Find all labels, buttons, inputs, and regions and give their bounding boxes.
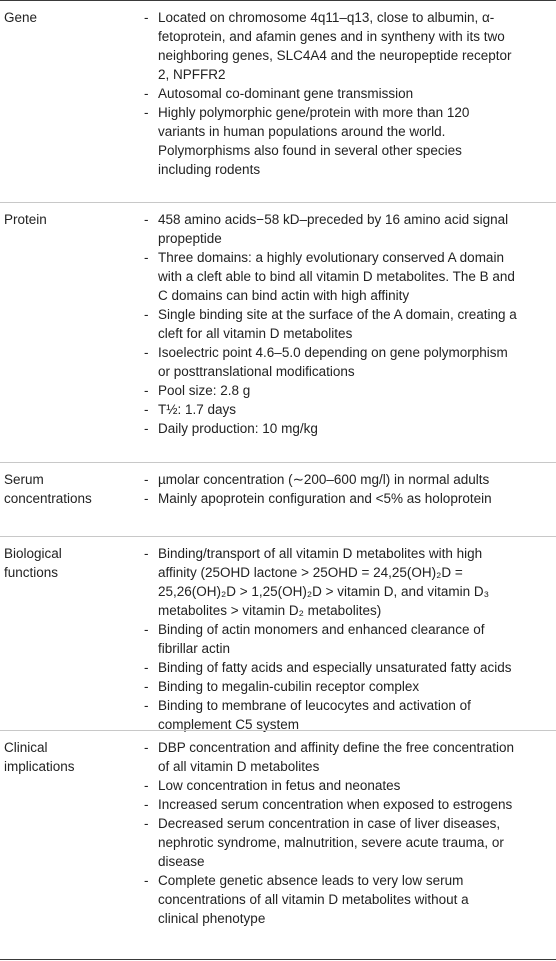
row-category-clinical-implications: Clinical implications [4, 740, 75, 774]
list-item: - Increased serum concentration when exposed to estrogens [144, 797, 513, 812]
list-item: - Complete genetic absence leads to very low serum concentrations of all vitamin D metabolites without a clinical phenotype [144, 873, 469, 926]
row-category-protein: Protein [4, 212, 47, 227]
bullet-dash: - [144, 86, 149, 101]
bullet-dash: - [144, 778, 149, 793]
bullet-dash: - [144, 873, 149, 888]
list-item: - Pool size: 2.8 g [144, 383, 251, 398]
list-item: - Three domains: a highly evolutionary conserved A domain with a cleft able to bind all vitamin D metabolites. The B and C domains can bind actin with high affinity [144, 250, 515, 303]
bullet-dash: - [144, 105, 149, 120]
table-row-protein [0, 202, 556, 462]
list-item: - T½: 1.7 days [144, 402, 237, 417]
list-item: - µmolar concentration (∼200–600 mg/l) in normal adults [144, 472, 490, 487]
row-category-biological-functions: Biological functions [4, 546, 62, 580]
list-item: - Binding/transport of all vitamin D metabolites with high affinity (25OHD lactone > 25OHD = 24,25(OH)₂D = 25,26(OH)₂D > 1,25(OH)₂D > vitamin D, and vitamin D₃ metabolites > vitamin D₂ metabolites) [144, 546, 490, 618]
bullet-dash: - [144, 307, 149, 322]
table-row-clinical-implications [0, 730, 556, 959]
bullet-dash: - [144, 816, 149, 831]
bullet-dash: - [144, 698, 149, 713]
list-item: - Binding of fatty acids and especially unsaturated fatty acids [144, 660, 512, 675]
table-row-biological-functions [0, 536, 556, 730]
table-row-gene [0, 0, 556, 202]
row-items-serum-concentrations [142, 470, 554, 508]
bullet-dash: - [144, 660, 149, 675]
list-item: - Binding to membrane of leucocytes and activation of complement C5 system [144, 698, 471, 732]
bullet-dash: - [144, 402, 149, 417]
list-item: - Highly polymorphic gene/protein with more than 120 variants in human populations around the world. Polymorphisms also found in several other species including rodents [144, 105, 470, 177]
row-items-protein [142, 210, 554, 438]
list-item: - Binding to megalin-cubilin receptor complex [144, 679, 420, 694]
bullet-dash: - [144, 740, 149, 755]
row-items-clinical-implications [142, 738, 554, 928]
bullet-dash: - [144, 250, 149, 265]
bullet-dash: - [144, 546, 149, 561]
table-row-serum-concentrations [0, 462, 556, 536]
row-items-biological-functions [142, 544, 554, 734]
bullet-dash: - [144, 345, 149, 360]
bullet-dash: - [144, 491, 149, 506]
list-item: - Daily production: 10 mg/kg [144, 421, 318, 436]
bullet-dash: - [144, 421, 149, 436]
list-item: - Binding of actin monomers and enhanced clearance of fibrillar actin [144, 622, 485, 656]
list-item: - Autosomal co-dominant gene transmission [144, 86, 414, 101]
list-item: - Isoelectric point 4.6–5.0 depending on gene polymorphism or posttranslational modifications [144, 345, 508, 379]
bullet-dash: - [144, 472, 149, 487]
list-item: - 458 amino acids−58 kD–preceded by 16 amino acid signal propeptide [144, 212, 509, 246]
bullet-dash: - [144, 622, 149, 637]
bullet-dash: - [144, 679, 149, 694]
row-category-serum-concentrations: Serum concentrations [4, 472, 92, 506]
list-item: - Mainly apoprotein configuration and <5% as holoprotein [144, 491, 492, 506]
bullet-dash: - [144, 212, 149, 227]
list-item: - Low concentration in fetus and neonates [144, 778, 401, 793]
bullet-dash: - [144, 383, 149, 398]
bullet-dash: - [144, 10, 149, 25]
list-item: - Located on chromosome 4q11–q13, close to albumin, α- fetoprotein, and afamin genes and in syntheny with its two neighboring genes, SLC4A4 and the neuropeptide receptor 2, NPFFR2 [144, 10, 512, 82]
list-item: - Single binding site at the surface of the A domain, creating a cleft for all vitamin D metabolites [144, 307, 517, 341]
row-items-gene [142, 8, 554, 179]
table-bottom-rule [0, 959, 556, 960]
list-item: - DBP concentration and affinity define the free concentration of all vitamin D metabolites [144, 740, 514, 774]
row-category-gene: Gene [4, 10, 38, 25]
list-item: - Decreased serum concentration in case of liver diseases, nephrotic syndrome, malnutrition, severe acute trauma, or disease [144, 816, 504, 869]
bullet-dash: - [144, 797, 149, 812]
